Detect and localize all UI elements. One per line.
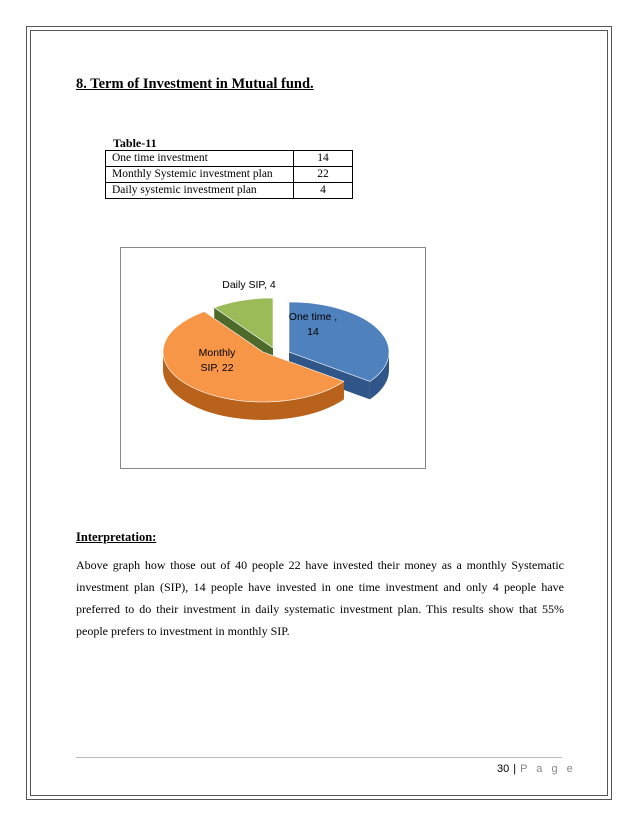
table-cell-label: One time investment xyxy=(106,151,294,167)
table-cell-label: Monthly Systemic investment plan xyxy=(106,167,294,183)
page-label: P a g e xyxy=(520,763,576,775)
interpretation-text: Above graph how those out of 40 people 22 have invested their money as a monthly Systematic investment plan (SIP), 14 people have invested in one time investment and only 4 people have preferred to do their investment in daily systematic investment plan. This results show that 55% people prefers to investment in monthly SIP. xyxy=(76,558,564,638)
pie-data-label-line: Daily SIP, 4 xyxy=(222,279,276,291)
footer-divider xyxy=(76,757,562,758)
table-cell-value: 22 xyxy=(294,167,353,183)
pie-data-label-line: Monthly xyxy=(198,347,236,359)
pie-chart-svg xyxy=(121,248,425,468)
table-cell-label: Daily systemic investment plan xyxy=(106,183,294,199)
table-caption: Table-11 xyxy=(113,136,157,150)
investment-term-table xyxy=(105,150,353,199)
table-row xyxy=(106,183,353,199)
table-row xyxy=(106,167,353,183)
section-heading: 8. Term of Investment in Mutual fund. xyxy=(76,76,314,92)
pie-data-label xyxy=(222,279,276,291)
page-number: 30 xyxy=(497,763,510,775)
page-footer xyxy=(497,763,576,775)
footer-separator: | xyxy=(513,763,517,775)
table-row xyxy=(106,151,353,167)
table-cell-value: 4 xyxy=(294,183,353,199)
table-cell-value: 14 xyxy=(294,151,353,167)
interpretation-heading: Interpretation: xyxy=(76,530,157,544)
pie-chart xyxy=(120,247,426,469)
pie-data-label-line: One time , xyxy=(288,311,338,323)
pie-data-label-line: 14 xyxy=(307,326,319,338)
pie-data-label-line: SIP, 22 xyxy=(200,362,234,374)
